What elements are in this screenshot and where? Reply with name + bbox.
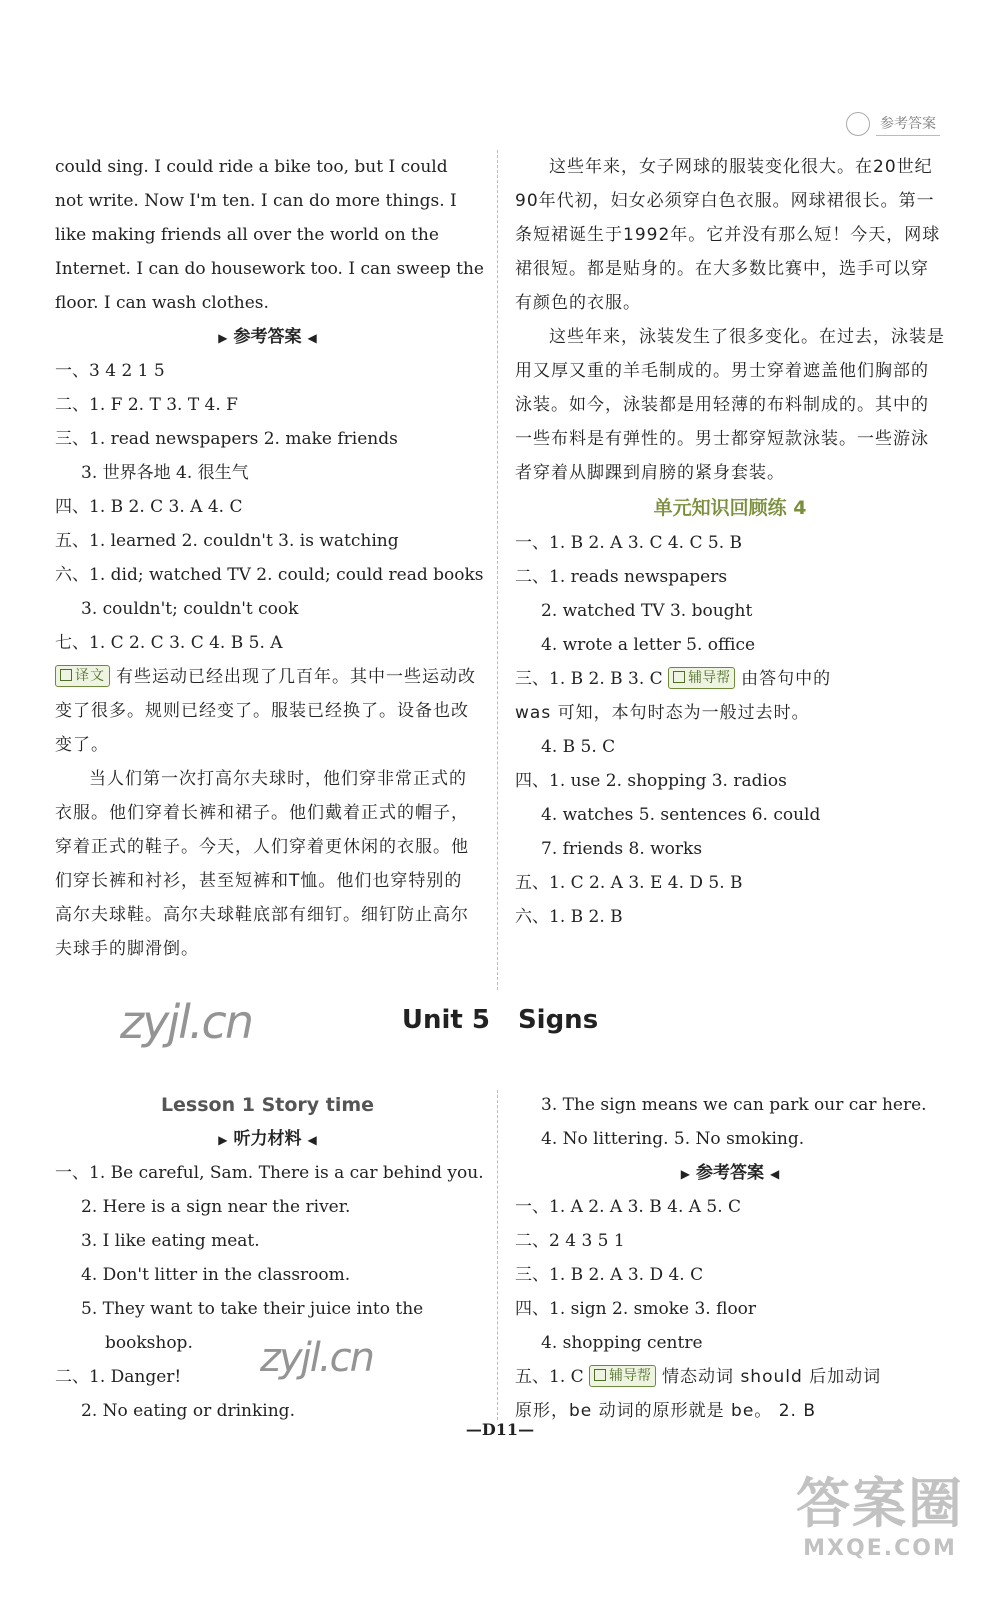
review-item: 五、1. C 2. A 3. E 4. D 5. B [515, 873, 743, 893]
unit-title: Unit 5 Signs [401, 1005, 599, 1035]
book-icon [594, 1369, 606, 1381]
review-note: was 可知，本句时态为一般过去时。 [515, 703, 810, 723]
right-column-bottom [515, 1088, 945, 1428]
passage-line: Internet. I can do housework too. I can sweep the [55, 259, 484, 279]
answer-heading: ▶ 参考答案 ◀ [680, 1163, 780, 1183]
badge-label: 参考答案 [876, 113, 940, 136]
badge-circle-icon [846, 112, 870, 136]
listening-heading: ▶ 听力材料 ◀ [218, 1129, 317, 1149]
listening-item: 二、1. Danger! [55, 1367, 182, 1387]
passage [55, 150, 484, 320]
answer-heading: ▶ 参考答案 ◀ [218, 327, 317, 347]
answer-item: 二、2 4 3 5 1 [515, 1231, 625, 1251]
review-item: 三、1. B 2. B 3. C 辅导帮 由答句中的 [515, 669, 832, 689]
review-heading: 单元知识回顾练 4 [653, 497, 807, 519]
passage-line: could sing. I could ride a bike too, but I could [55, 157, 448, 177]
review-item: 六、1. B 2. B [515, 907, 623, 927]
book-icon [60, 669, 72, 681]
listening-item: 5. They want to take their juice into the [81, 1299, 424, 1319]
answer-item: 二、1. F 2. T 3. T 4. F [55, 395, 238, 415]
review-item: 四、1. use 2. shopping 3. radios [515, 771, 787, 791]
answer-item: 三、1. B 2. A 3. D 4. C [515, 1265, 704, 1285]
page-number: —D11— [465, 1420, 535, 1439]
translation-paragraph-2: 当人们第一次打高尔夫球时，他们穿非常正式的衣服。他们穿着长裤和裙子。他们戴着正式的帽子，穿着正式的鞋子。今天，人们穿着更休闲的衣服。他们穿长裤和衬衫，甚至短裤和T恤。他们也穿特别的高尔夫球鞋。高尔夫球鞋底部有细钉。细钉防止高尔夫球手的脚滑倒。 [55, 769, 469, 959]
review-item: 一、1. B 2. A 3. C 4. C 5. B [515, 533, 743, 553]
listening-item: 4. Don't litter in the classroom. [81, 1265, 351, 1285]
translation-paragraph-3: 这些年来，女子网球的服装变化很大。在20世纪90年代初，妇女必须穿白色衣服。网球裙很长。第一条短裙诞生于1992年。它并没有那么短！今天，网球裙很短。都是贴身的。在大多数比赛中，选手可以穿有颜色的衣服。 [515, 157, 941, 313]
book-icon [673, 671, 685, 683]
passage-line: floor. I can wash clothes. [55, 293, 269, 313]
listening-item: 2. No eating or drinking. [81, 1401, 295, 1421]
review-item: 7. friends 8. works [541, 839, 703, 859]
review-item: 二、1. reads newspapers [515, 567, 728, 587]
help-tag: 辅导帮 [668, 667, 735, 689]
answer-item: 3. couldn't; couldn't cook [81, 599, 299, 619]
lesson-heading: Lesson 1 Story time [160, 1094, 375, 1116]
answer-item: 四、1. sign 2. smoke 3. floor [515, 1299, 757, 1319]
answer-item: 七、1. C 2. C 3. C 4. B 5. A [55, 633, 283, 653]
column-divider-bottom [497, 1090, 498, 1420]
answer-item: 一、3 4 2 1 5 [55, 361, 165, 381]
answer-item: 一、1. A 2. A 3. B 4. A 5. C [515, 1197, 742, 1217]
answer-note: 原形，be 动词的原形就是 be。 2. B [515, 1401, 816, 1421]
right-column-top [515, 150, 945, 934]
answer-item: 4. shopping centre [541, 1333, 703, 1353]
translation-tag: 译文 [55, 665, 110, 687]
column-divider-top [497, 150, 498, 990]
review-item: 4. watches 5. sentences 6. could [541, 805, 821, 825]
watermark: zyjl.cn [120, 995, 252, 1049]
listening-item: 4. No littering. 5. No smoking. [541, 1129, 805, 1149]
answer-item: 四、1. B 2. C 3. A 4. C [55, 497, 243, 517]
listening-item: bookshop. [105, 1333, 193, 1353]
answer-item: 六、1. did; watched TV 2. could; could read books [55, 565, 484, 585]
listening-item: 3. I like eating meat. [81, 1231, 260, 1251]
answer-item: 三、1. read newspapers 2. make friends [55, 429, 398, 449]
listening-item: 2. Here is a sign near the river. [81, 1197, 351, 1217]
passage-line: not write. Now I'm ten. I can do more things. I [55, 191, 457, 211]
answer-badge [846, 112, 940, 136]
left-column-top [55, 150, 484, 966]
translation-paragraph-4: 这些年来，泳装发生了很多变化。在过去，泳装是用又厚又重的羊毛制成的。男士穿着遮盖他们胸部的泳装。如今，泳装都是用轻薄的布料制成的。其中的一些布料是有弹性的。男士都穿短款泳装。一些游泳者穿着从脚踝到肩膀的紧身套装。 [515, 327, 945, 483]
watermark: zyjl.cn [260, 1335, 373, 1381]
listening-item: 3. The sign means we can park our car here. [541, 1095, 927, 1115]
review-item: 4. wrote a letter 5. office [541, 635, 756, 655]
corner-watermark: 答案圈 MXQE.COM [796, 1472, 964, 1561]
translation-paragraph-1: 译文 有些运动已经出现了几百年。其中一些运动改变了很多。规则已经变了。服装已经换了。设备也改变了。 [55, 667, 476, 755]
answer-item: 3. 世界各地 4. 很生气 [81, 463, 249, 483]
help-tag: 辅导帮 [589, 1365, 656, 1387]
listening-item: 一、1. Be careful, Sam. There is a car behind you. [55, 1163, 484, 1183]
answer-item: 五、1. C 辅导帮 情态动词 should 后加动词 [515, 1367, 882, 1387]
passage-line: like making friends all over the world on the [55, 225, 439, 245]
review-item: 4. B 5. C [541, 737, 616, 757]
review-item: 2. watched TV 3. bought [541, 601, 753, 621]
answer-item: 五、1. learned 2. couldn't 3. is watching [55, 531, 399, 551]
